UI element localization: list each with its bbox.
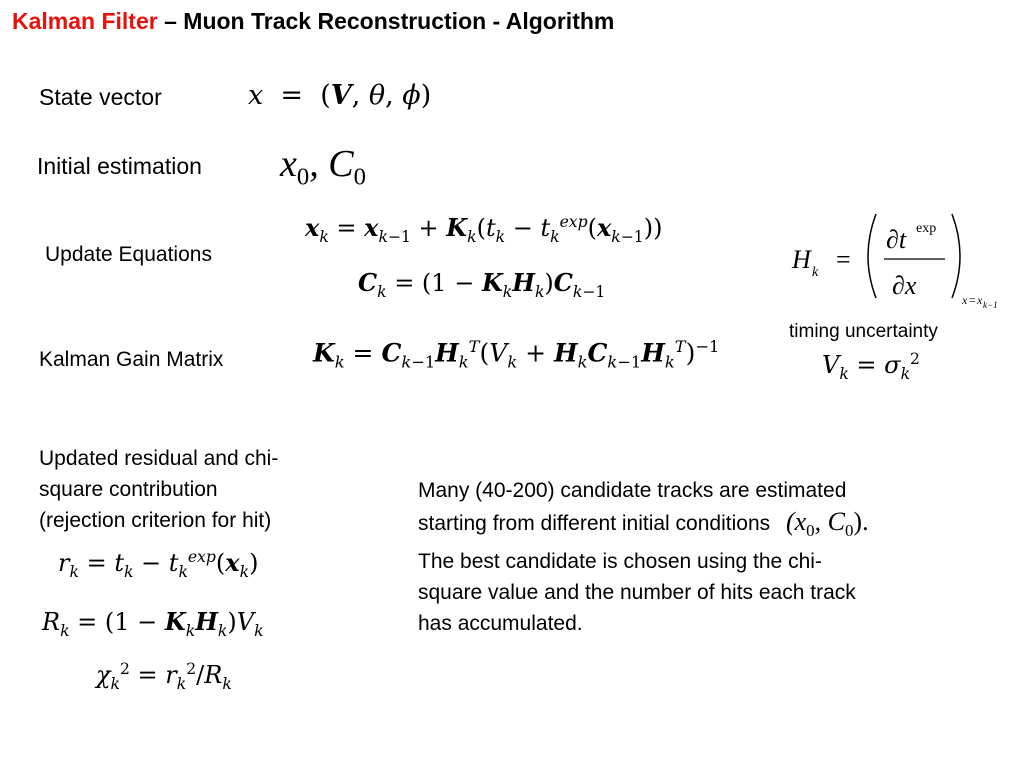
equation-initial-conditions: ($x_0$, $C_0$). <box>785 507 869 541</box>
paragraph-line4: square value and the number of hits each track <box>418 581 856 605</box>
title-accent: Kalman Filter <box>12 8 158 34</box>
equation-state-vector: x = (V, θ, ϕ) <box>248 80 432 111</box>
exp-superscript: exp <box>559 213 588 231</box>
svg-text:=: = <box>969 293 976 307</box>
equation-residual: $r_k = t_k - t_k^{exp}(x_k)$ <box>58 548 259 581</box>
label-update-equations: Update Equations <box>45 243 212 266</box>
equation-covariance-update: $C_k = (1 - K_kH_k)C_{k-1}$ <box>358 268 606 301</box>
svg-text:k−1: k−1 <box>983 300 998 310</box>
paragraph-line1: Many (40-200) candidate tracks are estimated <box>418 479 847 502</box>
equation-state-update: $x_k = x_{k-1} + K_k(t_k - t_k^{exp}(x_{k-1}))$ <box>305 213 663 246</box>
label-residual-line1: Updated residual and chi- <box>39 447 279 470</box>
equation-timing-uncertainty: $V_k = \sigma_k^2$ <box>822 350 920 383</box>
equation-residual-covariance: $R_k = (1 - K_kH_k)V_k$ <box>42 607 264 640</box>
paragraph-line5: has accumulated. <box>418 612 583 636</box>
equation-chi-square: $\chi_k^2 = r_k^2/R_k$ <box>96 660 232 693</box>
label-state-vector: State vector <box>39 84 162 110</box>
paragraph-line2-row <box>418 506 963 546</box>
slide-title <box>12 8 614 35</box>
label-residual <box>39 443 278 536</box>
label-residual-line3: (rejection criterion for hit) <box>39 509 272 532</box>
svg-text:=: = <box>836 245 851 274</box>
equation-initial-estimation: $x_0$, $C_0$ <box>280 143 366 191</box>
svg-text:∂t: ∂t <box>886 225 907 254</box>
label-timing-uncertainty: timing uncertainty <box>789 321 938 342</box>
label-kalman-gain: Kalman Gain Matrix <box>39 348 224 371</box>
equation-kalman-gain: $K_k = C_{k-1}H_k^T(V_k + H_kC_{k-1}H_k^T)^{-1}$ <box>313 337 720 372</box>
equation-jacobian <box>790 206 998 316</box>
label-residual-line2: square contribution <box>39 478 218 501</box>
svg-text:exp: exp <box>916 221 937 236</box>
svg-text:k: k <box>812 265 819 280</box>
svg-text:∂x: ∂x <box>892 271 917 300</box>
svg-text:H: H <box>792 245 811 274</box>
svg-text:x: x <box>977 293 983 307</box>
svg-text:x: x <box>962 293 968 307</box>
candidate-tracks-paragraph <box>418 475 963 639</box>
title-rest: – Muon Track Reconstruction - Algorithm <box>157 8 615 34</box>
label-initial-estimation: Initial estimation <box>37 153 202 179</box>
paragraph-line3: The best candidate is chosen using the chi- <box>418 550 822 574</box>
paragraph-line2: starting from different initial conditions <box>418 512 771 535</box>
